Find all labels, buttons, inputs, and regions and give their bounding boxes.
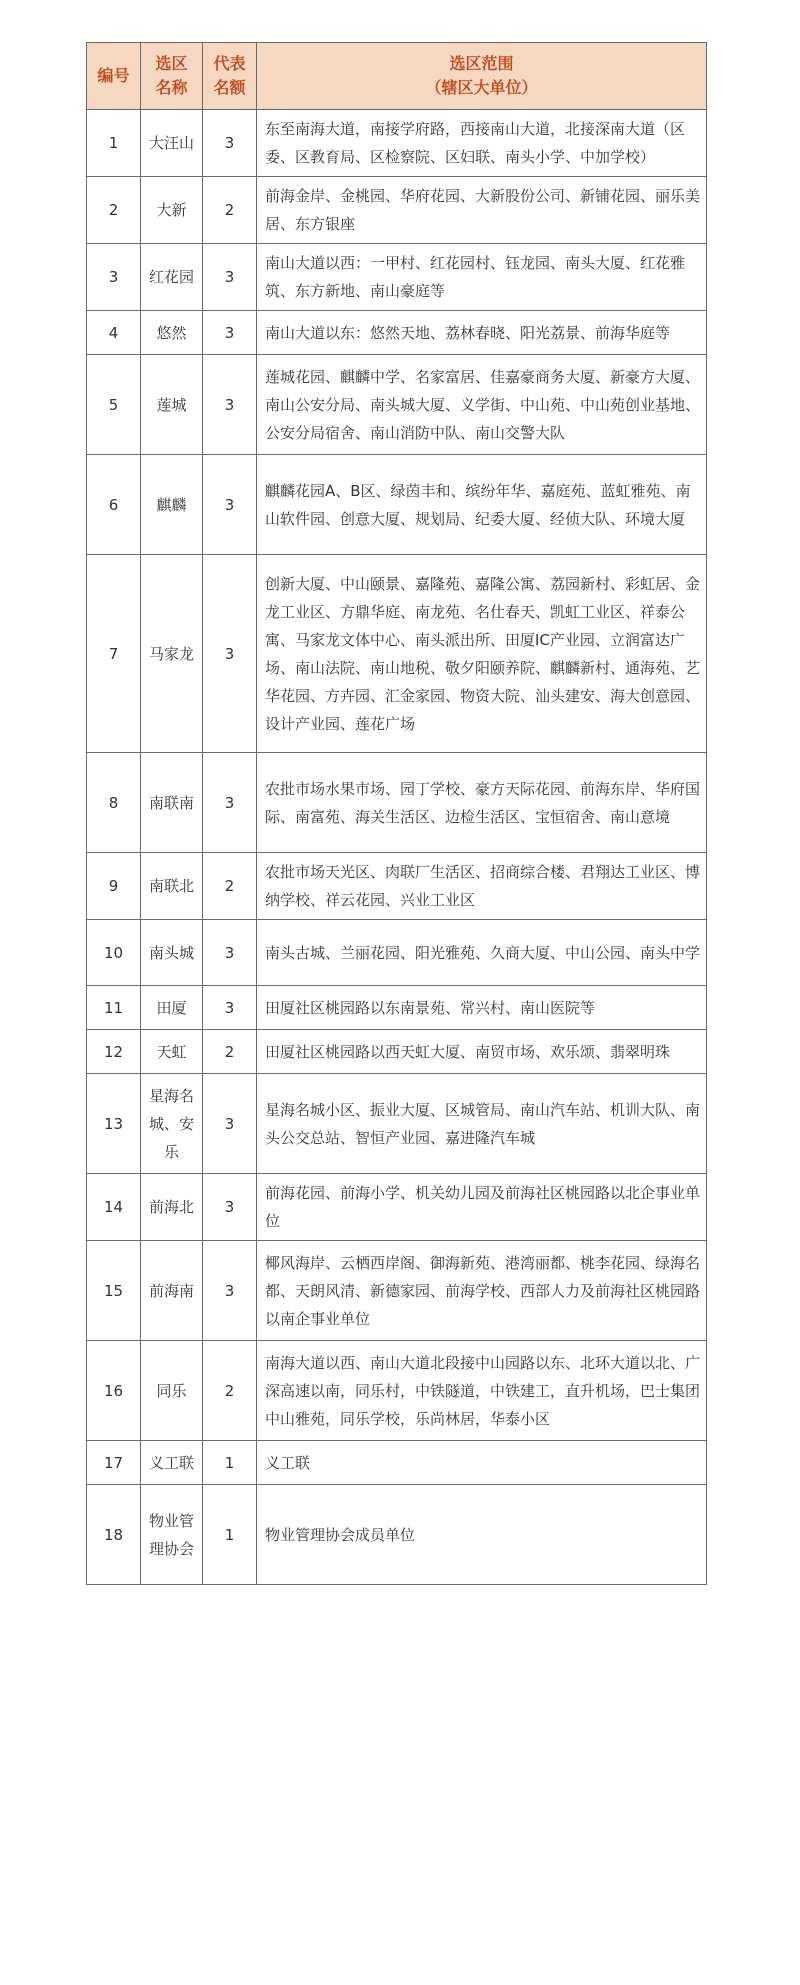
cell-scope: 前海花园、前海小学、机关幼儿园及前海社区桃园路以北企事业单位 [257, 1174, 707, 1241]
cell-district-name: 前海北 [141, 1174, 203, 1241]
cell-num: 1 [87, 110, 141, 177]
table-row [87, 1241, 707, 1341]
cell-num: 12 [87, 1030, 141, 1074]
cell-quota: 2 [203, 853, 257, 920]
cell-district-name: 莲城 [141, 355, 203, 455]
cell-quota: 1 [203, 1485, 257, 1585]
cell-scope: 南头古城、兰丽花园、阳光雅苑、久商大厦、中山公园、南头中学 [257, 920, 707, 986]
cell-num: 16 [87, 1341, 141, 1441]
cell-num: 5 [87, 355, 141, 455]
table-row [87, 920, 707, 986]
cell-district-name: 红花园 [141, 244, 203, 311]
header-name [141, 43, 203, 110]
cell-quota: 3 [203, 1174, 257, 1241]
cell-num: 11 [87, 986, 141, 1030]
cell-num: 4 [87, 311, 141, 355]
table-row [87, 986, 707, 1030]
table-row [87, 455, 707, 555]
header-name-line-1: 选区 [155, 54, 188, 73]
table-row [87, 355, 707, 455]
cell-quota: 3 [203, 311, 257, 355]
table-row [87, 1441, 707, 1485]
table-row [87, 1074, 707, 1174]
cell-num: 10 [87, 920, 141, 986]
cell-district-name: 悠然 [141, 311, 203, 355]
cell-scope: 田厦社区桃园路以东南景苑、常兴村、南山医院等 [257, 986, 707, 1030]
table-row [87, 110, 707, 177]
cell-district-name: 大汪山 [141, 110, 203, 177]
header-quota [203, 43, 257, 110]
table-row [87, 311, 707, 355]
cell-scope: 椰风海岸、云栖西岸阁、御海新苑、港湾丽都、桃李花园、绿海名都、天朗风清、新德家园、前海学校、西部人力及前海社区桃园路以南企事业单位 [257, 1241, 707, 1341]
district-table-container [86, 42, 706, 1585]
header-quota-line-1: 代表 [213, 54, 246, 73]
cell-num: 8 [87, 753, 141, 853]
table-header-row [87, 43, 707, 110]
cell-district-name: 星海名城、安乐 [141, 1074, 203, 1174]
cell-scope: 创新大厦、中山颐景、嘉隆苑、嘉隆公寓、荔园新村、彩虹居、金龙工业区、方鼎华庭、南龙苑、名仕春天、凯虹工业区、祥泰公寓、马家龙文体中心、南头派出所、田厦IC产业园、立润富达广场、南山法院、南山地税、敬夕阳颐养院、麒麟新村、通海苑、艺华花园、方卉园、汇金家园、物资大院、汕头建安、海大创意园、设计产业园、莲花广场 [257, 555, 707, 753]
table-row [87, 244, 707, 311]
cell-num: 3 [87, 244, 141, 311]
cell-num: 7 [87, 555, 141, 753]
cell-quota: 2 [203, 177, 257, 244]
header-scope-line-2: （辖区大单位） [425, 78, 538, 97]
cell-scope: 麒麟花园A、B区、绿茵丰和、缤纷年华、嘉庭苑、蓝虹雅苑、南山软件园、创意大厦、规划局、纪委大厦、经侦大队、环境大厦 [257, 455, 707, 555]
cell-scope: 星海名城小区、振业大厦、区城管局、南山汽车站、机训大队、南头公交总站、智恒产业园、嘉进隆汽车城 [257, 1074, 707, 1174]
cell-num: 9 [87, 853, 141, 920]
header-scope-line-1: 选区范围 [449, 54, 514, 73]
cell-district-name: 马家龙 [141, 555, 203, 753]
header-num: 编号 [87, 43, 141, 110]
cell-quota: 3 [203, 555, 257, 753]
cell-num: 2 [87, 177, 141, 244]
cell-quota: 3 [203, 244, 257, 311]
cell-quota: 3 [203, 1241, 257, 1341]
cell-district-name: 田厦 [141, 986, 203, 1030]
cell-quota: 3 [203, 110, 257, 177]
cell-quota: 2 [203, 1030, 257, 1074]
table-row [87, 1030, 707, 1074]
cell-quota: 2 [203, 1341, 257, 1441]
cell-scope: 南山大道以东：悠然天地、荔林春晓、阳光荔景、前海华庭等 [257, 311, 707, 355]
header-name-line-2: 名称 [155, 78, 188, 97]
cell-quota: 3 [203, 455, 257, 555]
cell-num: 15 [87, 1241, 141, 1341]
cell-district-name: 大新 [141, 177, 203, 244]
cell-district-name: 天虹 [141, 1030, 203, 1074]
cell-quota: 3 [203, 1074, 257, 1174]
cell-district-name: 物业管理协会 [141, 1485, 203, 1585]
table-row [87, 853, 707, 920]
cell-scope: 南海大道以西、南山大道北段接中山园路以东、北环大道以北、广深高速以南，同乐村，中铁隧道，中铁建工，直升机场，巴士集团中山雅苑，同乐学校，乐尚林居，华泰小区 [257, 1341, 707, 1441]
cell-scope: 农批市场水果市场、园丁学校、豪方天际花园、前海东岸、华府国际、南富苑、海关生活区、边检生活区、宝恒宿舍、南山意境 [257, 753, 707, 853]
cell-num: 14 [87, 1174, 141, 1241]
cell-num: 17 [87, 1441, 141, 1485]
cell-num: 6 [87, 455, 141, 555]
cell-quota: 1 [203, 1441, 257, 1485]
cell-scope: 农批市场天光区、肉联厂生活区、招商综合楼、君翔达工业区、博纳学校、祥云花园、兴业工业区 [257, 853, 707, 920]
cell-district-name: 前海南 [141, 1241, 203, 1341]
cell-scope: 田厦社区桃园路以西天虹大厦、南贸市场、欢乐颂、翡翠明珠 [257, 1030, 707, 1074]
cell-district-name: 南联南 [141, 753, 203, 853]
cell-district-name: 同乐 [141, 1341, 203, 1441]
table-row [87, 177, 707, 244]
cell-district-name: 麒麟 [141, 455, 203, 555]
cell-scope: 南山大道以西：一甲村、红花园村、钰龙园、南头大厦、红花雅筑、东方新地、南山豪庭等 [257, 244, 707, 311]
cell-quota: 3 [203, 753, 257, 853]
table-row [87, 1341, 707, 1441]
cell-quota: 3 [203, 986, 257, 1030]
table-row [87, 1174, 707, 1241]
district-table [86, 42, 707, 1585]
cell-scope: 物业管理协会成员单位 [257, 1485, 707, 1585]
cell-scope: 莲城花园、麒麟中学、名家富居、佳嘉豪商务大厦、新豪方大厦、南山公安分局、南头城大厦、义学街、中山苑、中山苑创业基地、公安分局宿舍、南山消防中队、南山交警大队 [257, 355, 707, 455]
cell-district-name: 义工联 [141, 1441, 203, 1485]
cell-num: 18 [87, 1485, 141, 1585]
cell-scope: 东至南海大道，南接学府路，西接南山大道，北接深南大道（区委、区教育局、区检察院、区妇联、南头小学、中加学校） [257, 110, 707, 177]
cell-scope: 义工联 [257, 1441, 707, 1485]
table-row [87, 1485, 707, 1585]
header-scope [257, 43, 707, 110]
header-quota-line-2: 名额 [213, 78, 246, 97]
cell-quota: 3 [203, 355, 257, 455]
table-row [87, 753, 707, 853]
cell-scope: 前海金岸、金桃园、华府花园、大新股份公司、新铺花园、丽乐美居、东方银座 [257, 177, 707, 244]
cell-quota: 3 [203, 920, 257, 986]
cell-num: 13 [87, 1074, 141, 1174]
table-row [87, 555, 707, 753]
cell-district-name: 南联北 [141, 853, 203, 920]
cell-district-name: 南头城 [141, 920, 203, 986]
